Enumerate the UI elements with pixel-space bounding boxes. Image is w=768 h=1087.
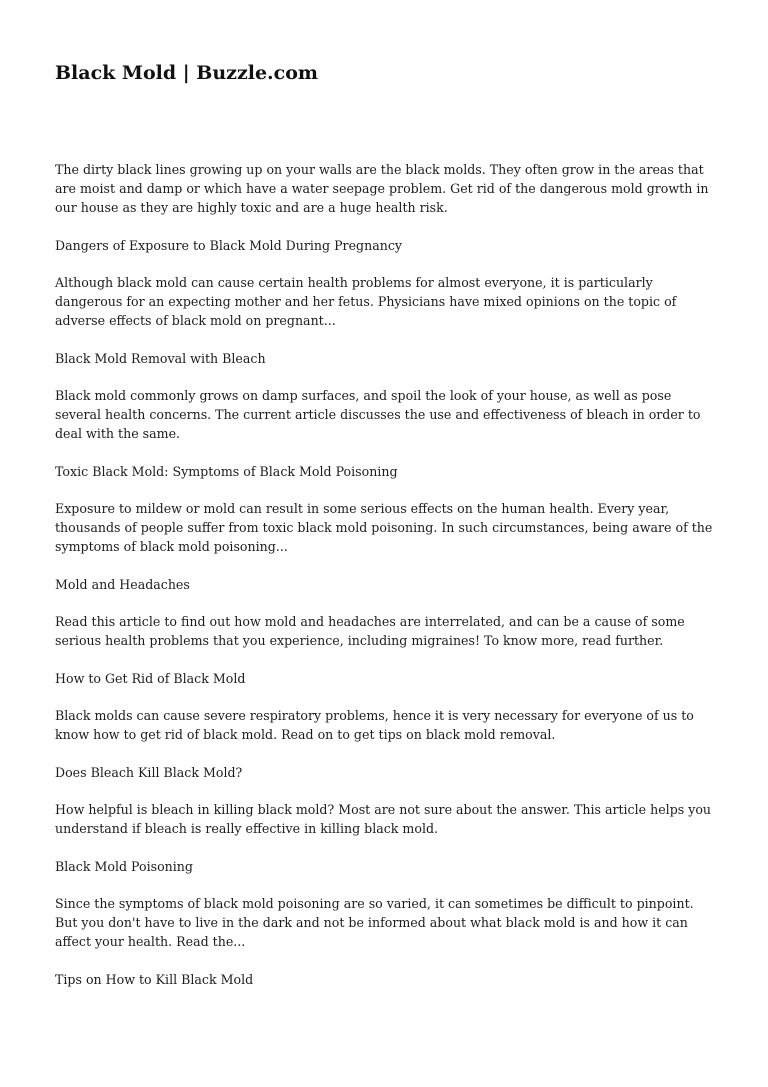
section-heading-toxic-symptoms: Toxic Black Mold: Symptoms of Black Mold Poisoning	[55, 463, 398, 479]
section-body-headaches: Read this article to find out how mold and headaches are interrelated, and can be a cause of some serious health problems that you experience, including migraines! To know more, read further.	[55, 614, 685, 648]
document-content	[55, 160, 715, 1007]
section-heading-pregnancy: Dangers of Exposure to Black Mold During Pregnancy	[55, 237, 402, 253]
section-body-pregnancy: Although black mold can cause certain health problems for almost everyone, it is particularly dangerous for an expecting mother and her fetus. Physicians have mixed opinions on the topic of adverse effects of black mold on pregnant...	[55, 275, 677, 328]
section-heading-poisoning: Black Mold Poisoning	[55, 858, 193, 874]
section-heading-get-rid: How to Get Rid of Black Mold	[55, 670, 246, 686]
section-body-toxic-symptoms: Exposure to mildew or mold can result in some serious effects on the human health. Every year, thousands of people suffer from toxic black mold poisoning. In such circumstances, being aware of the symptoms of black mold poisoning...	[55, 501, 713, 554]
section-heading-headaches: Mold and Headaches	[55, 576, 190, 592]
section-body-bleach-kill: How helpful is bleach in killing black mold? Most are not sure about the answer. This article helps you understand if bleach is really effective in killing black mold.	[55, 802, 712, 836]
section-heading-bleach-kill: Does Bleach Kill Black Mold?	[55, 764, 243, 780]
section-heading-bleach-removal: Black Mold Removal with Bleach	[55, 350, 266, 366]
section-body-bleach-removal: Black mold commonly grows on damp surfaces, and spoil the look of your house, as well as pose several health concerns. The current article discusses the use and effectiveness of bleach in order to deal with the same.	[55, 388, 701, 441]
intro-paragraph: The dirty black lines growing up on your walls are the black molds. They often grow in the areas that are moist and damp or which have a water seepage problem. Get rid of the dangerous mold growth in our house as they are highly toxic and are a huge health risk.	[55, 162, 709, 215]
document-title: Black Mold | Buzzle.com	[55, 62, 319, 84]
section-heading-kill-tips: Tips on How to Kill Black Mold	[55, 971, 254, 987]
section-body-get-rid: Black molds can cause severe respiratory problems, hence it is very necessary for everyone of us to know how to get rid of black mold. Read on to get tips on black mold removal.	[55, 708, 694, 742]
section-body-poisoning: Since the symptoms of black mold poisoning are so varied, it can sometimes be difficult to pinpoint. But you don't have to live in the dark and not be informed about what black mold is and how it can affect your health. Read the...	[55, 896, 694, 949]
